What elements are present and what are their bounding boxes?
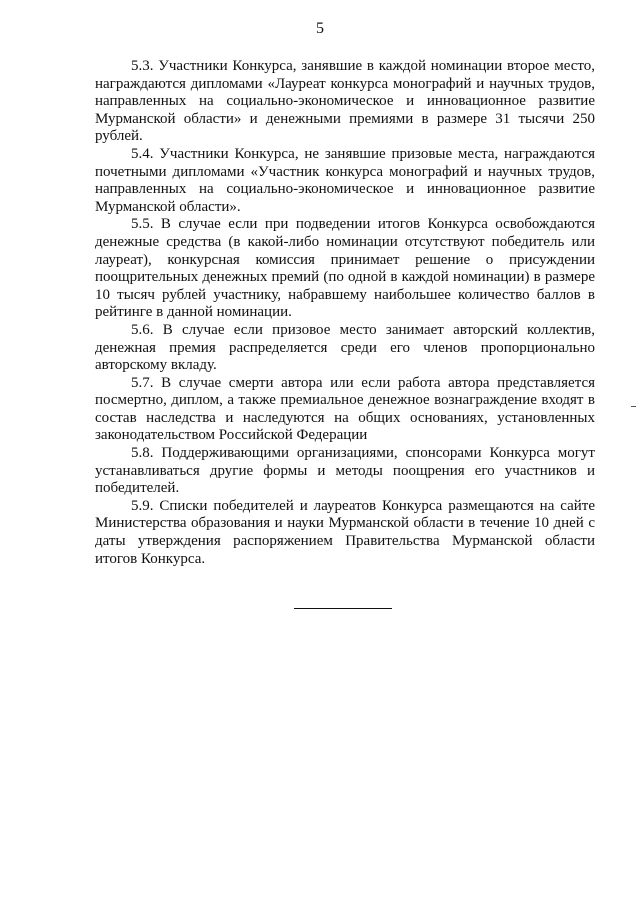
paragraph-5-7: 5.7. В случае смерти автора или если работа автора представляется посмертно, диплом, а также премиальное денежное вознаграждение входят в состав наследства и наследуются на общих основаниях, установленных законодательством Российской Федерации <box>95 374 595 444</box>
paragraph-5-9: 5.9. Списки победителей и лауреатов Конкурса размещаются на сайте Министерства образования и науки Мурманской области в течение 10 дней с даты утверждения распоряжением Правительства Мурманской области итогов Конкурса. <box>95 497 595 567</box>
end-of-document-rule <box>294 608 392 609</box>
paragraph-5-3: 5.3. Участники Конкурса, занявшие в каждой номинации второе место, награждаются дипломами «Лауреат конкурса монографий и научных трудов, направленных на социально-экономическое и инновационное развитие Мурманской области» и денежными премиями в размере 31 тысячи 250 рублей. <box>95 58 595 145</box>
paragraph-5-5: 5.5. В случае если при подведении итогов Конкурса освобождаются денежные средства (в какой-либо номинации отсутствуют победитель или лауреат), конкурсная комиссия принимает решение о присуждении поощрительных денежных премий (по одной в каждой номинации) в размере 10 тысяч рублей участнику, набравшему наибольшее количество баллов в рейтинге в данной номинации. <box>95 216 595 321</box>
paragraph-5-6: 5.6. В случае если призовое место занимает авторский коллектив, денежная премия распределяется среди его членов пропорционально авторскому вкладу. <box>95 321 595 374</box>
paragraph-5-8: 5.8. Поддерживающими организациями, спонсорами Конкурса могут устанавливаться другие формы и методы поощрения его участников и победителей. <box>95 445 595 497</box>
paragraph-5-4: 5.4. Участники Конкурса, не занявшие призовые места, награждаются почетными дипломами «Участник конкурса монографий и научных трудов, направленных на социально-экономическое и инновационное развитие Мурманской области». <box>95 145 595 215</box>
document-body <box>95 58 595 568</box>
scan-edge-mark <box>631 406 636 407</box>
page-number: 5 <box>316 20 324 37</box>
